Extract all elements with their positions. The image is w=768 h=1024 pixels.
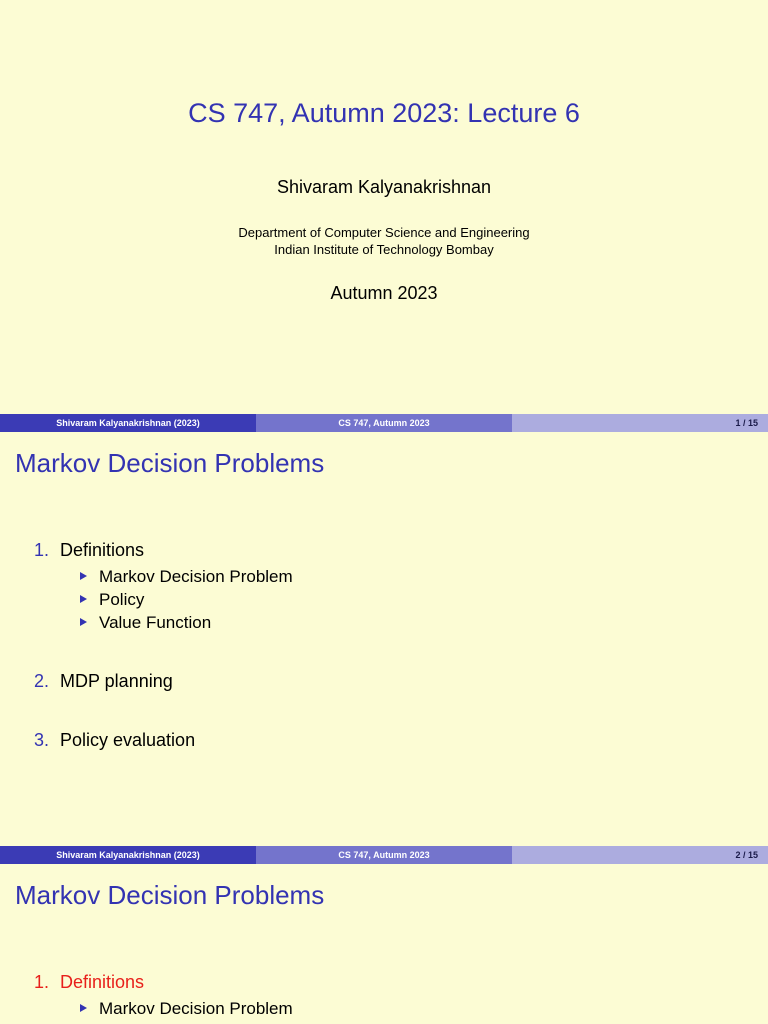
- outline-item-policy-evaluation: [34, 730, 195, 751]
- footer-bar: [0, 414, 768, 432]
- frame-title: Markov Decision Problems: [15, 880, 325, 910]
- item-number: 1.: [34, 972, 50, 992]
- triangle-bullet-icon: [80, 1004, 87, 1012]
- institute-line-1: Department of Computer Science and Engineering: [238, 225, 530, 240]
- item-label: Policy evaluation: [60, 730, 196, 750]
- footer-bar: [0, 846, 768, 864]
- subitem-label: Markov Decision Problem: [99, 999, 293, 1018]
- outline-item-mdp-planning: [34, 671, 173, 692]
- subitem-mdp: [80, 999, 293, 1019]
- outline-item-definitions-active: [34, 972, 144, 993]
- footer-page-number: 1 / 15: [512, 414, 768, 432]
- title-slide: [0, 0, 768, 432]
- item-number: 3.: [34, 730, 50, 750]
- triangle-bullet-icon: [80, 572, 87, 580]
- footer-page-number: 2 / 15: [512, 846, 768, 864]
- subitem-mdp: [80, 567, 293, 587]
- lecture-title: CS 747, Autumn 2023: Lecture 6: [188, 98, 580, 128]
- item-label: MDP planning: [60, 671, 173, 691]
- subitem-label: Markov Decision Problem: [99, 567, 293, 586]
- triangle-bullet-icon: [80, 618, 87, 626]
- footer-author: Shivaram Kalyanakrishnan (2023): [0, 846, 256, 864]
- footer-course: CS 747, Autumn 2023: [256, 846, 512, 864]
- author-name: Shivaram Kalyanakrishnan: [276, 177, 492, 197]
- subitem-label: Value Function: [99, 613, 212, 632]
- outline-slide: [0, 432, 768, 864]
- institute: [0, 224, 768, 258]
- item-label: Definitions: [60, 540, 145, 560]
- item-number: 2.: [34, 671, 50, 691]
- outline-slide-highlighted: [0, 864, 768, 1024]
- triangle-bullet-icon: [80, 595, 87, 603]
- frame-title: Markov Decision Problems: [15, 448, 325, 478]
- item-label: Definitions: [60, 972, 145, 992]
- subitem-policy: [80, 590, 144, 610]
- institute-line-2: Indian Institute of Technology Bombay: [274, 242, 494, 257]
- item-number: 1.: [34, 540, 50, 560]
- footer-author: Shivaram Kalyanakrishnan (2023): [0, 414, 256, 432]
- footer-course: CS 747, Autumn 2023: [256, 414, 512, 432]
- subitem-label: Policy: [99, 590, 145, 609]
- lecture-date: Autumn 2023: [330, 283, 438, 303]
- outline-item-definitions: [34, 540, 144, 561]
- subitem-value-function: [80, 613, 211, 633]
